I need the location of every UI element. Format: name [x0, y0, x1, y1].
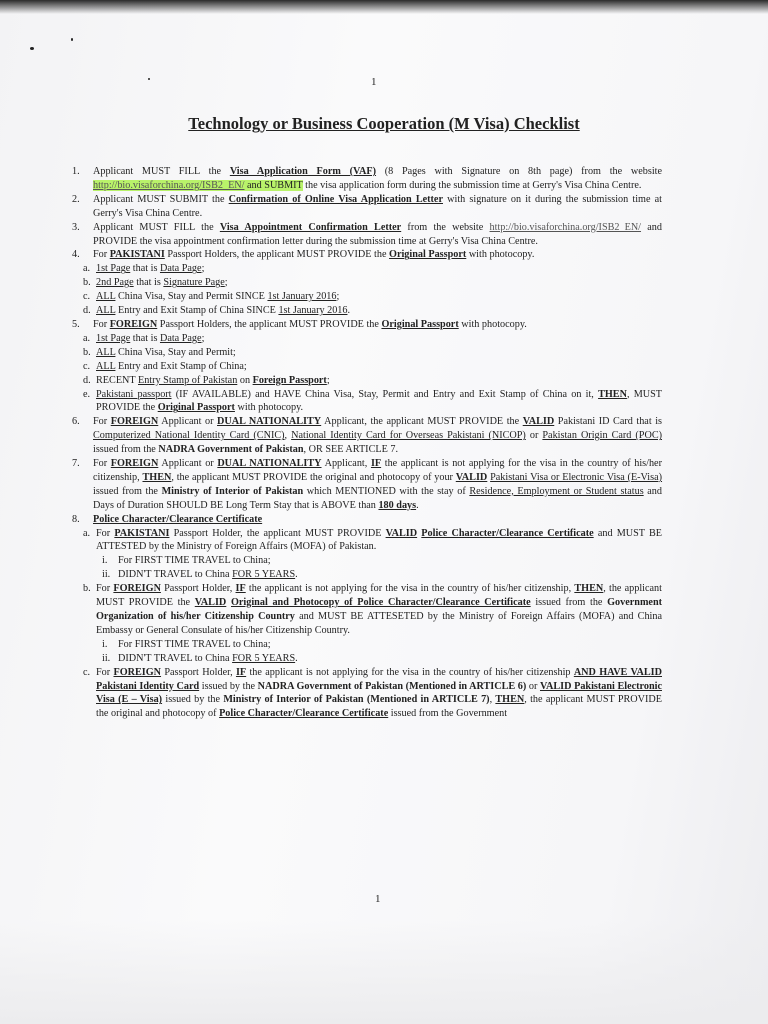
item-text: For [93, 318, 110, 330]
sub-item [72, 360, 662, 374]
emphasis: PAKISTANI [109, 249, 165, 261]
sub-item [72, 290, 662, 304]
item-text: from the website [401, 221, 490, 233]
item-text: Applicant, the applicant MUST PROVIDE the [321, 416, 523, 428]
sub-label: i. [102, 555, 108, 567]
item-number: 4. [72, 249, 80, 261]
emphasis: DUAL NATIONALITY [217, 416, 322, 428]
emphasis: VALID [385, 527, 418, 539]
sub-label: ii. [102, 569, 111, 581]
emphasis: Pakistani Identity Card [96, 680, 200, 692]
item-text: Passport Holders, the applicant MUST PROVIDE the [164, 249, 390, 261]
emphasis: 1st January 2016 [267, 291, 337, 303]
emphasis: FOREIGN [110, 416, 159, 428]
sub-label: c. [83, 360, 91, 372]
emphasis: Police Character/Clearance Certificate [219, 708, 389, 720]
emphasis: Police Character/Clearance Certificate [421, 527, 594, 539]
emphasis: Confirmation of Online Visa Application Letter [228, 193, 443, 205]
emphasis: 180 days [378, 499, 417, 511]
item-text: issued from the [93, 444, 159, 456]
item-text: and Days of Duration SHOULD BE Long Term Stay that is ABOVE than [93, 485, 662, 511]
item-text: Applicant or [158, 458, 218, 470]
item-text: Entry and Exit Stamp of China; [115, 360, 247, 372]
item-text: Passport Holder, [160, 583, 236, 595]
item-text: China Visa, Stay and Permit SINCE [115, 291, 268, 303]
item-text: ; [224, 277, 228, 289]
sub-label: c. [83, 666, 91, 678]
emphasis: Pakistani passport [96, 388, 172, 400]
emphasis: IF [235, 583, 246, 595]
item-text: and PROVIDE the visa appointment confirmation letter during the submission time at Gerry's Visa China Centre. [93, 221, 662, 247]
emphasis: Ministry of Interior of Pakistan [161, 485, 304, 497]
emphasis: THEN [598, 388, 627, 400]
item-text: or [526, 680, 540, 692]
emphasis: Visa Appointment Confirmation Letter [219, 221, 402, 233]
item-number: 7. [72, 458, 80, 470]
item-text: or [525, 430, 543, 442]
sub-item [72, 346, 662, 360]
item-text: the applicant is not applying for the visa in the country of his/her citizenship [246, 666, 574, 678]
sub-label: i. [102, 638, 108, 650]
item-text: For [96, 666, 114, 678]
item-text: For [93, 458, 111, 470]
sub-item [72, 527, 662, 555]
item-text: ; [201, 332, 205, 344]
emphasis: Foreign Passport [252, 374, 327, 386]
item-text: and SUBMIT [244, 179, 303, 191]
emphasis: FOREIGN [110, 458, 159, 470]
section-heading: Police Character/Clearance Certificate [93, 513, 263, 525]
item-text: DIDN'T TRAVEL to China [118, 652, 233, 664]
item-text: RECENT [96, 374, 138, 386]
sub-item [72, 304, 662, 318]
item-text: . [295, 652, 298, 664]
sub-label: e. [83, 388, 91, 400]
item-text: , [489, 694, 496, 706]
item-text: For FIRST TIME TRAVEL to China; [118, 555, 271, 567]
sub-item [72, 276, 662, 290]
item-text: , the applicant MUST PROVIDE the original and photocopy of your [171, 471, 456, 483]
emphasis: FOREIGN [113, 666, 162, 678]
emphasis: Residence, Employment or Student status [469, 485, 644, 497]
sub-label: d. [83, 305, 91, 317]
item-text: with photocopy. [234, 402, 304, 414]
checklist-item-5 [72, 318, 662, 332]
item-number: 3. [72, 221, 80, 233]
emphasis: IF [370, 458, 382, 470]
emphasis: ALL [96, 305, 116, 317]
emphasis: Signature Page [163, 277, 225, 289]
item-text: . [416, 499, 419, 511]
sub-sub-item [72, 554, 662, 568]
sub-item [72, 666, 662, 722]
emphasis: Data Page [159, 332, 202, 344]
speck [148, 78, 150, 80]
emphasis: THEN [142, 471, 172, 483]
item-text: , [284, 430, 292, 442]
item-text: For [93, 249, 110, 261]
item-text: China Visa, Stay and Permit; [115, 346, 236, 358]
page-number-bottom: 1 [375, 893, 381, 905]
checklist-item-8 [72, 513, 662, 527]
speck [71, 38, 73, 41]
emphasis: 1st Page [96, 332, 131, 344]
item-text: issued by the [162, 694, 224, 706]
item-text: the visa application form during the submission time at Gerry's Visa China Centre. [302, 179, 642, 191]
item-text: the applicant is not applying for the visa in the country of his/her citizenship, [93, 458, 662, 483]
item-text: ; [326, 374, 330, 386]
checklist-item-7 [72, 457, 662, 513]
sub-sub-item [72, 568, 662, 582]
item-text: (IF AVAILABLE) and HAVE China Visa, Stay, Permit and Entry and Exit Stamp of China on it, [171, 388, 599, 400]
item-text: (8 Pages with Signature on 8th page) from the website [376, 166, 663, 177]
sub-label: a. [83, 527, 91, 539]
page-number-top: 1 [371, 76, 377, 88]
item-number: 1. [72, 166, 80, 177]
checklist-item-4 [72, 248, 662, 262]
emphasis: FOR 5 YEARS [232, 652, 296, 664]
checklist-item-3 [72, 221, 662, 249]
emphasis: VALID Pakistani Electronic Visa (E – Visa) [96, 680, 662, 706]
item-text: and MUST BE ATTESTED by the Ministry of Foreign Affairs (MOFA) of Pakistan. [96, 527, 663, 553]
item-text: Applicant, [321, 458, 371, 470]
emphasis: DUAL NATIONALITY [217, 458, 322, 470]
item-text: issued from the Government [388, 708, 508, 720]
emphasis: Pakistani Visa or Electronic Visa (E-Visa) [490, 471, 663, 483]
emphasis: Pakistan Origin Card (POC) [542, 430, 663, 442]
sub-label: d. [83, 374, 91, 386]
item-text: Passport Holder, the applicant MUST PROVIDE [169, 527, 386, 539]
emphasis: Original and Photocopy of Police Character/Clearance Certificate [230, 597, 531, 609]
emphasis: VALID [522, 416, 555, 428]
sub-item [72, 582, 662, 638]
checklist-item-1 [72, 165, 662, 193]
page-title: Technology or Business Cooperation (M Visa) Checklist [188, 114, 580, 133]
item-text: on [237, 374, 253, 386]
item-text: Passport Holder, [161, 666, 236, 678]
checklist-item-6 [72, 415, 662, 457]
emphasis: Original Passport [381, 318, 459, 330]
sub-item [72, 374, 662, 388]
speck [30, 47, 34, 50]
item-text: , OR SEE ARTICLE 7. [303, 444, 399, 456]
emphasis: Original Passport [389, 249, 467, 261]
sub-item [72, 262, 662, 276]
item-text: with signature on it during the submission time at Gerry's Visa China Centre. [93, 193, 663, 219]
emphasis: Data Page [159, 263, 202, 275]
sub-item [72, 332, 662, 346]
sub-label: a. [83, 332, 91, 344]
item-text: For [96, 527, 115, 539]
checklist [72, 165, 662, 721]
item-number: 2. [72, 193, 80, 205]
emphasis: FOREIGN [109, 318, 158, 330]
item-text: which MENTIONED with the stay of [303, 485, 470, 497]
item-text: Pakistani ID Card that is [554, 416, 663, 428]
emphasis: Entry Stamp of Pakistan [137, 374, 238, 386]
sub-sub-item [72, 638, 662, 652]
sub-item [72, 388, 662, 416]
item-text: . [295, 569, 298, 581]
sub-label: b. [83, 583, 91, 595]
item-text: issued from the [530, 597, 608, 609]
emphasis: IF [235, 666, 247, 678]
item-text: that is [130, 332, 160, 344]
item-text: For [96, 583, 114, 595]
item-number: 6. [72, 416, 80, 428]
item-text: issued from the [93, 485, 162, 497]
emphasis: THEN [495, 694, 525, 706]
emphasis: NADRA Government of Pakistan [158, 444, 304, 456]
item-text: that is [130, 263, 160, 275]
item-text: , the applicant MUST PROVIDE the original and photocopy of [96, 694, 662, 720]
item-text: Applicant or [158, 416, 218, 428]
page-shading [0, 920, 768, 1024]
emphasis: Ministry of Interior of Pakistan (Mentioned in ARTICLE 7) [223, 694, 490, 706]
emphasis: VALID [455, 471, 488, 483]
emphasis: ALL [96, 291, 116, 303]
emphasis: Computerized National Identity Card (CNIC) [93, 430, 285, 442]
item-text: the applicant is not applying for the visa in the country of his/her citizenship, [245, 583, 575, 595]
item-text: issued by the [199, 680, 258, 692]
sub-sub-item [72, 652, 662, 666]
item-text: with photocopy. [458, 318, 527, 330]
item-text: , the applicant MUST PROVIDE the [96, 583, 662, 609]
item-text: Applicant MUST FILL the [93, 221, 220, 233]
item-text: Applicant MUST SUBMIT the [93, 193, 229, 205]
item-text: ; [336, 291, 340, 303]
item-number: 8. [72, 513, 80, 525]
emphasis: 1st January 2016 [278, 305, 348, 317]
sub-label: c. [83, 291, 91, 303]
item-text: ; [201, 263, 205, 275]
sub-label: ii. [102, 652, 111, 664]
emphasis: THEN [574, 583, 604, 595]
emphasis: PAKISTANI [114, 527, 170, 539]
emphasis: FOR 5 YEARS [232, 569, 296, 581]
emphasis: Original Passport [157, 402, 235, 414]
item-text: that is [133, 277, 164, 289]
top-shadow [0, 0, 768, 14]
emphasis: National Identity Card for Overseas Pakistani (NICOP) [291, 430, 526, 442]
website-link[interactable]: http://bio.visaforchina.org/ISB2_EN/ [489, 221, 642, 233]
sub-label: b. [83, 346, 91, 358]
item-text: and MUST BE ATTESETED by the Ministry of Foreign Affairs (MOFA) and China Embassy or General Consulate of his/her Citizenship Country. [96, 611, 662, 636]
emphasis: Visa Application Form (VAF) [229, 166, 377, 177]
emphasis: ALL [96, 346, 116, 358]
emphasis: VALID [194, 597, 227, 609]
emphasis: AND HAVE VALID [573, 666, 662, 678]
item-text: Entry and Exit Stamp of China SINCE [115, 305, 279, 317]
sub-label: b. [83, 277, 91, 289]
sub-label: a. [83, 263, 91, 275]
emphasis: Government Organization of his/her Citizenship Country [96, 597, 663, 622]
emphasis: 2nd Page [96, 277, 134, 289]
item-text: . [347, 305, 351, 317]
emphasis: ALL [96, 360, 116, 372]
item-text: For FIRST TIME TRAVEL to China; [118, 638, 271, 650]
website-link[interactable]: http://bio.visaforchina.org/ISB2_EN/ [93, 179, 245, 191]
item-number: 5. [72, 318, 80, 330]
item-text: with photocopy. [466, 249, 535, 261]
emphasis: FOREIGN [113, 583, 161, 595]
emphasis: NADRA Government of Pakistan (Mentioned in ARTICLE 6) [257, 680, 527, 692]
item-text: DIDN'T TRAVEL to China [118, 569, 233, 581]
item-text: , MUST PROVIDE the [96, 388, 662, 414]
item-text: For [93, 416, 111, 428]
emphasis: 1st Page [96, 263, 131, 275]
checklist-item-2 [72, 193, 662, 221]
item-text: Passport Holders, the applicant MUST PROVIDE the [157, 318, 382, 330]
item-text: Applicant MUST FILL the [93, 166, 230, 177]
